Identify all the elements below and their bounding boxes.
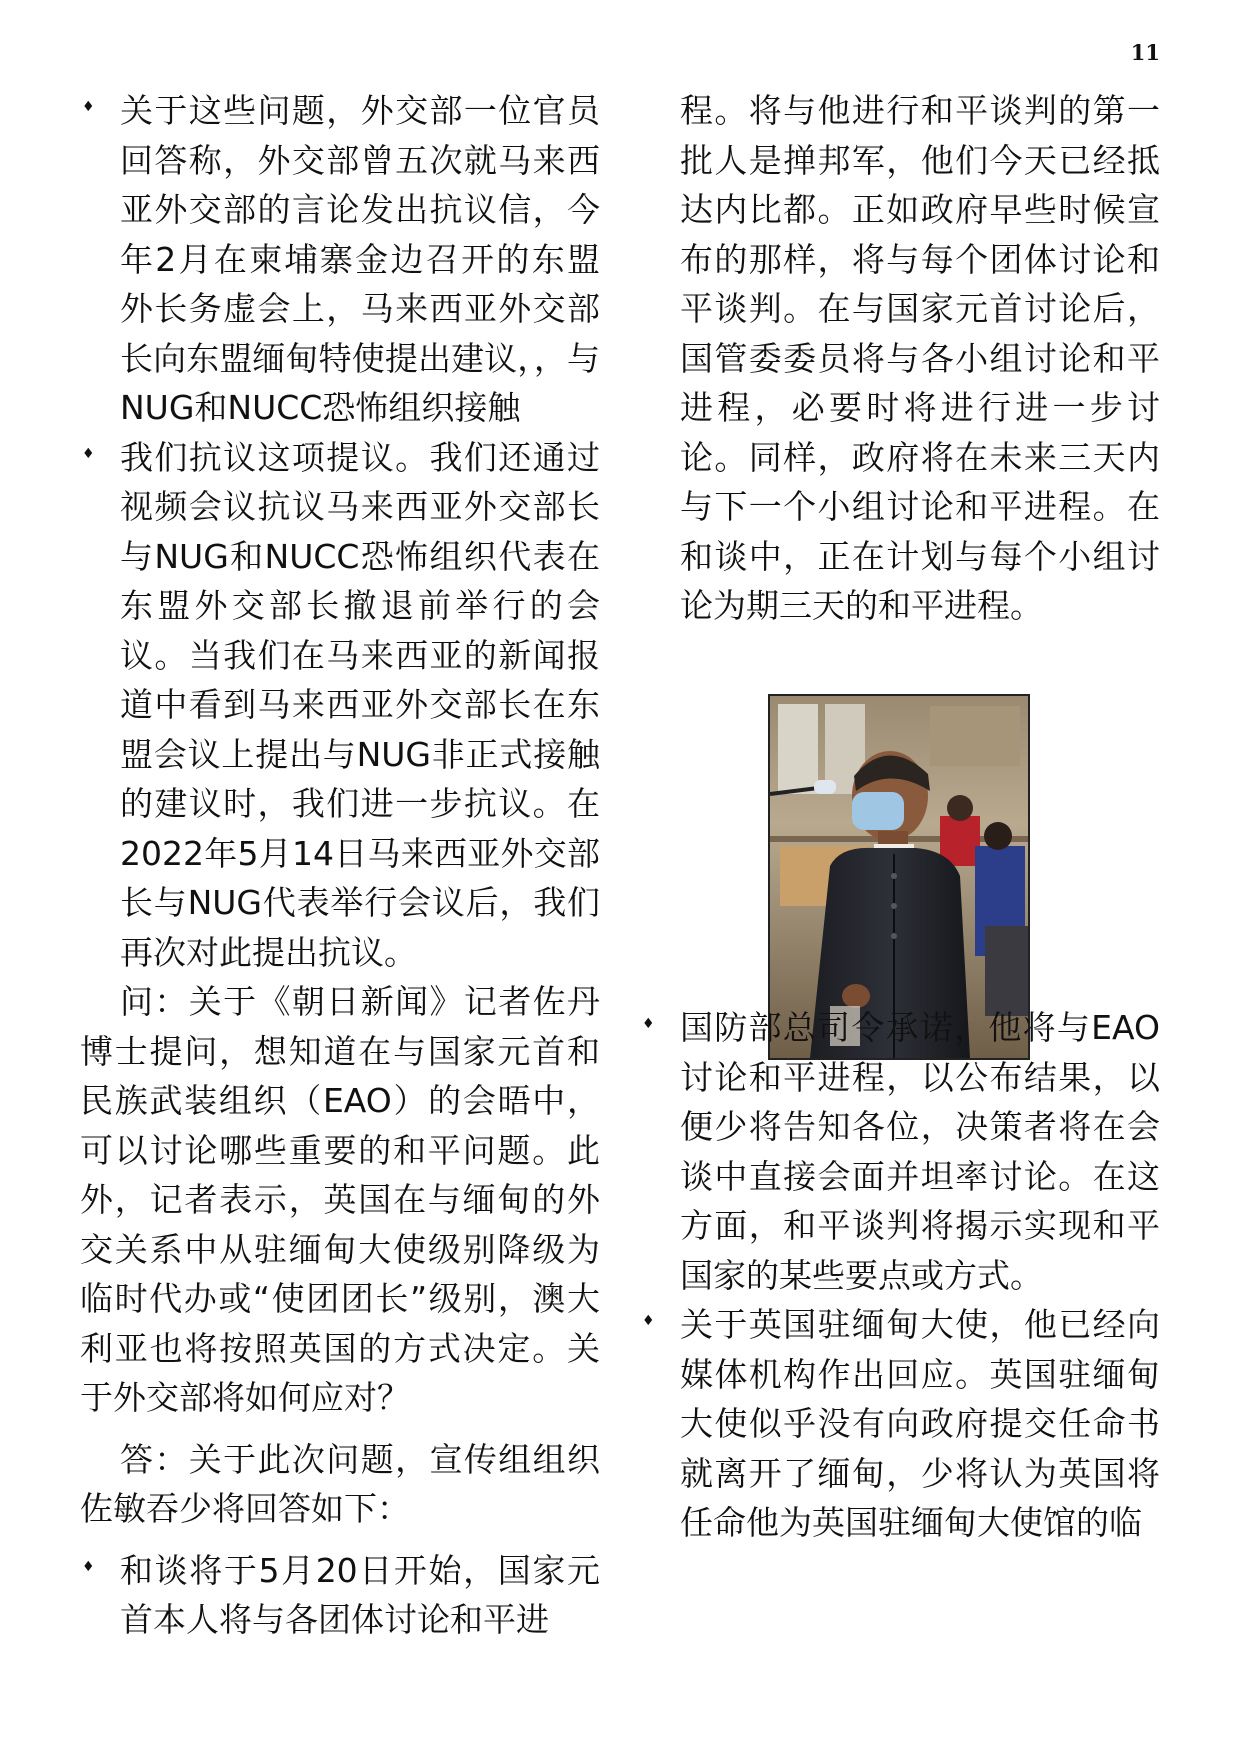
bullet-paragraph-protest-letters: ♦ 关于这些问题，外交部一位官员回答称，外交部曾五次就马来西亚外交部的言论发出抗议信，今年2月在柬埔寨金边召开的东盟外长务虚会上，马来西亚外交部长向东盟缅甸特使提出建议，，与NUG和NUCC恐怖组织接触 xyxy=(80,86,600,433)
right-column xyxy=(640,86,1160,631)
right-column-lower xyxy=(640,1003,1160,1548)
bullet-paragraph-peace-talks-continued: 程。将与他进行和平谈判的第一批人是掸邦军，他们今天已经抵达内比都。正如政府早些时候宣布的那样，将与每个团体讨论和平谈判。在与国家元首讨论后，国管委委员将与各小组讨论和平进程，必要时将进行进一步讨论。同样，政府将在未来三天内与下一个小组讨论和平进程。在和谈中，正在计划与每个小组讨论为期三天的和平进程。 xyxy=(680,91,1160,625)
bullet-paragraph-uk-ambassador: ♦ 关于英国驻缅甸大使，他已经向媒体机构作出回应。英国驻缅甸大使似乎没有向政府提交任命书就离开了缅甸，少将认为英国将任命他为英国驻缅甸大使馆的临 xyxy=(640,1300,1160,1548)
question-paragraph: 问：关于《朝日新闻》记者佐丹博士提问，想知道在与国家元首和民族武装组织（EAO）的会晤中，可以讨论哪些重要的和平问题。此外，记者表示，英国在与缅甸的外交关系中从驻缅甸大使级别降级为临时代办或“使团团长”级别，澳大利亚也将按照英国的方式决定。关于外交部将如何应对？ xyxy=(80,982,600,1417)
left-column xyxy=(80,86,600,1645)
bullet-paragraph-peace-talks: ♦ 和谈将于5月20日开始，国家元首本人将与各团体讨论和平进 xyxy=(80,1546,600,1645)
answer-paragraph: 答：关于此次问题，宣传组组织佐敏吞少将回答如下： xyxy=(80,1439,600,1528)
page-number: 11 xyxy=(1130,40,1160,65)
bullet-paragraph-protest-proposal: ♦ 我们抗议这项提议。我们还通过视频会议抗议马来西亚外交部长与NUG和NUCC恐怖组织代表在东盟外交部长撤退前举行的会议。当我们在马来西亚的新闻报道中看到马来西亚外交部长在东盟会议上提出与NUG非正式接触的建议时，我们进一步抗议。在2022年5月14日马来西亚外交部长与NUG代表举行会议后，我们再次对此提出抗议。 xyxy=(80,433,600,978)
bullet-paragraph-defense-commitment: ♦ 国防部总司令承诺，他将与EAO讨论和平进程，以公布结果，以便少将告知各位，决策者将在会谈中直接会面并坦率讨论。在这方面，和平谈判将揭示实现和平国家的某些要点或方式。 xyxy=(640,1003,1160,1300)
